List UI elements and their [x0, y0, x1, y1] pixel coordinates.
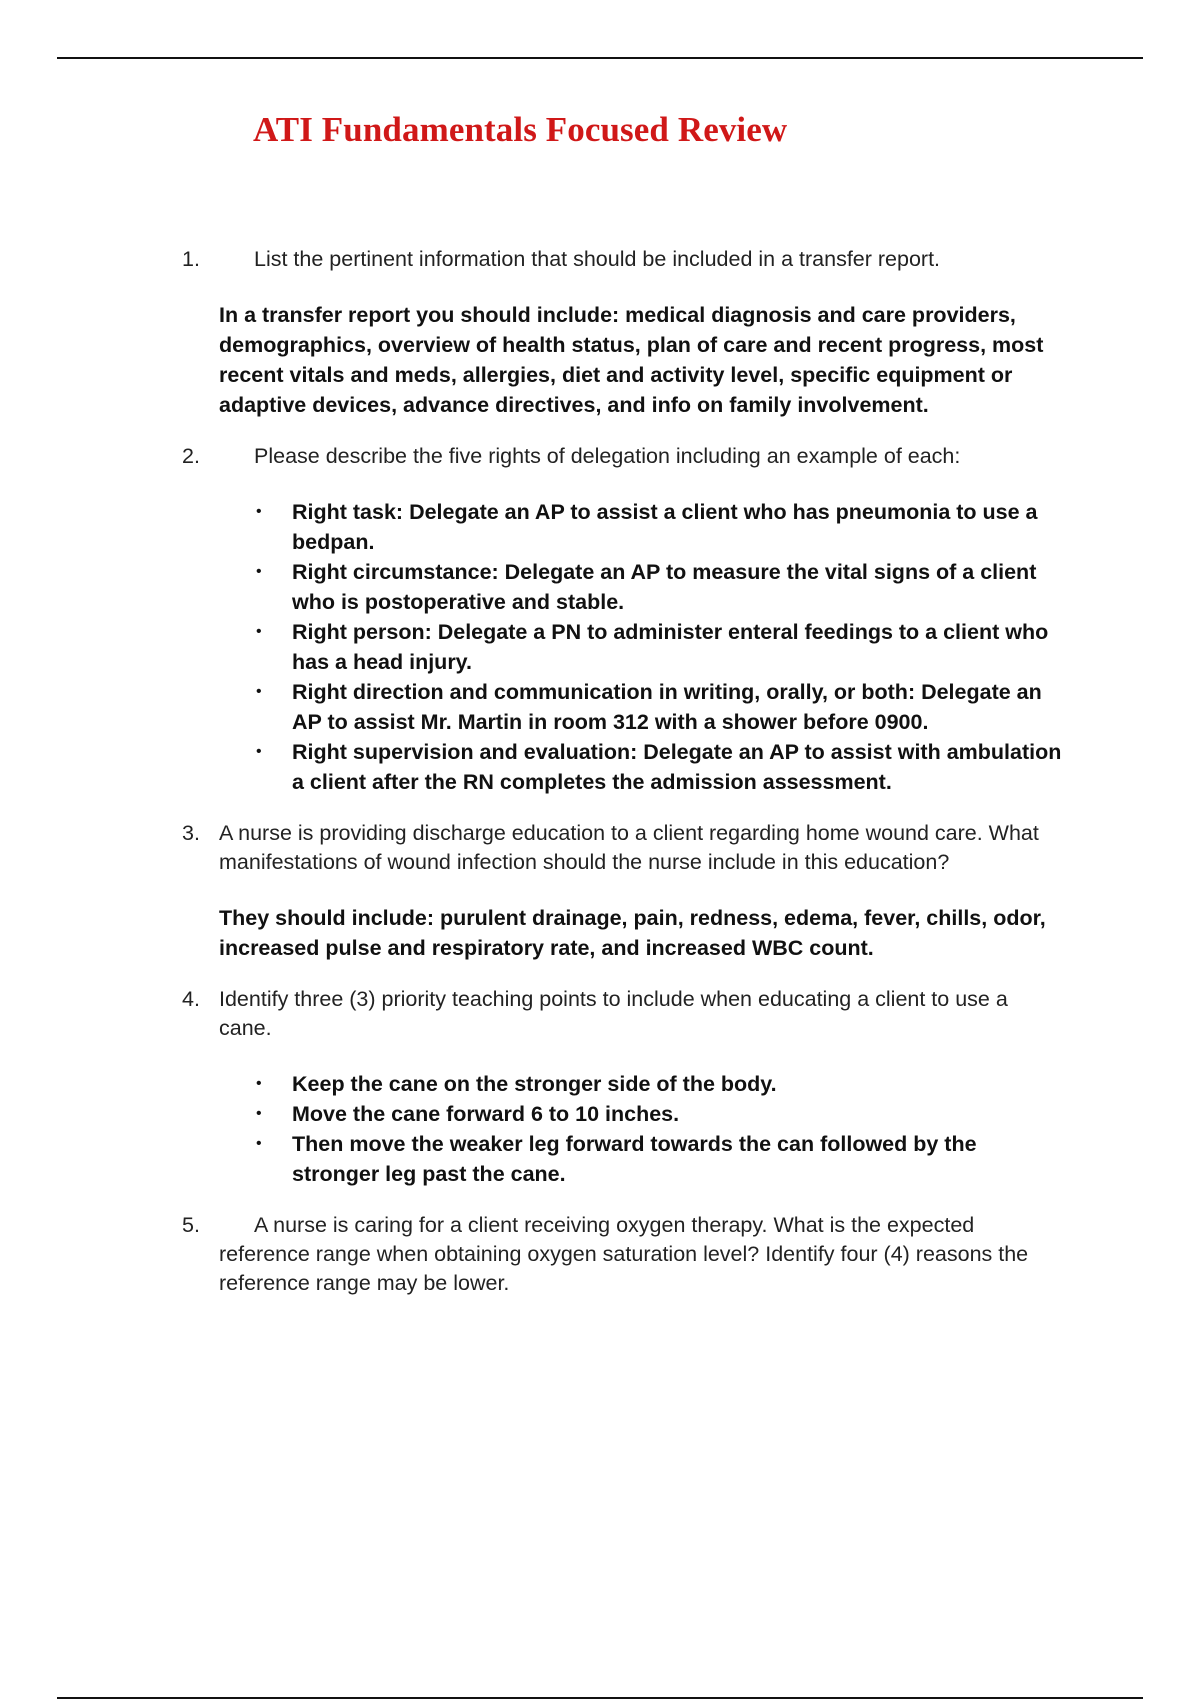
answer-3: They should include: purulent drainage, pain, redness, edema, fever, chills, odor, increased pulse and respiratory rate, and increased WBC count.: [219, 906, 1046, 960]
question-number: 3.: [182, 821, 200, 845]
question-number: 1.: [182, 247, 200, 271]
list-item: • Right supervision and evaluation: Delegate an AP to assist with ambulation a client after the RN completes the admission assessment.: [292, 737, 1062, 797]
question-1: [0, 245, 1049, 274]
bottom-rule: [57, 1697, 1143, 1699]
bullet-icon: •: [256, 1105, 262, 1122]
list-item: • Right circumstance: Delegate an AP to measure the vital signs of a client who is postoperative and stable.: [292, 557, 1062, 617]
answer-1: In a transfer report you should include: medical diagnosis and care providers, demographics, overview of health status, plan of care and recent progress, most recent vitals and meds, allergies, diet and activity level, specific equipment or adaptive devices, advance directives, and info on family involvement.: [219, 303, 1044, 417]
question-number: 2.: [182, 444, 200, 468]
bullet-icon: •: [256, 1135, 262, 1152]
list-item: • Right direction and communication in writing, orally, or both: Delegate an AP to assist Mr. Martin in room 312 with a shower before 0900.: [292, 677, 1062, 737]
bullet-icon: •: [256, 1075, 262, 1092]
top-rule: [57, 57, 1143, 59]
bullet-icon: •: [256, 743, 262, 760]
document-body: [0, 245, 1200, 1298]
list-item: • Right person: Delegate a PN to administer enteral feedings to a client who has a head injury.: [292, 617, 1062, 677]
question-number: 5.: [182, 1213, 200, 1237]
bullet-icon: •: [256, 563, 262, 580]
question-text: List the pertinent information that should be included in a transfer report.: [254, 247, 941, 271]
question-text: A nurse is caring for a client receiving oxygen therapy. What is the expected reference range when obtaining oxygen saturation level? Identify four (4) reasons the reference range may be lower.: [219, 1213, 1029, 1295]
list-item: • Move the cane forward 6 to 10 inches.: [292, 1099, 1062, 1129]
bullet-icon: •: [256, 683, 262, 700]
question-number: 4.: [182, 987, 200, 1011]
question-text: Please describe the five rights of delegation including an example of each:: [254, 444, 961, 468]
cane-teaching-list: [0, 1069, 1062, 1189]
bullet-icon: •: [256, 503, 262, 520]
question-3: [0, 819, 1049, 877]
question-text: A nurse is providing discharge education to a client regarding home wound care. What manifestations of wound infection should the nurse include in this education?: [219, 821, 1039, 874]
list-item: • Right task: Delegate an AP to assist a client who has pneumonia to use a bedpan.: [292, 497, 1062, 557]
document-title: ATI Fundamentals Focused Review: [253, 110, 788, 149]
question-text: Identify three (3) priority teaching points to include when educating a client to use a cane.: [219, 987, 1008, 1040]
question-4: [0, 985, 1049, 1043]
list-item: • Then move the weaker leg forward towards the can followed by the stronger leg past the cane.: [292, 1129, 1062, 1189]
question-2: [0, 442, 1049, 471]
bullet-icon: •: [256, 623, 262, 640]
list-item: • Keep the cane on the stronger side of the body.: [292, 1069, 1062, 1099]
question-5: [0, 1211, 1049, 1298]
delegation-rights-list: [0, 497, 1062, 797]
